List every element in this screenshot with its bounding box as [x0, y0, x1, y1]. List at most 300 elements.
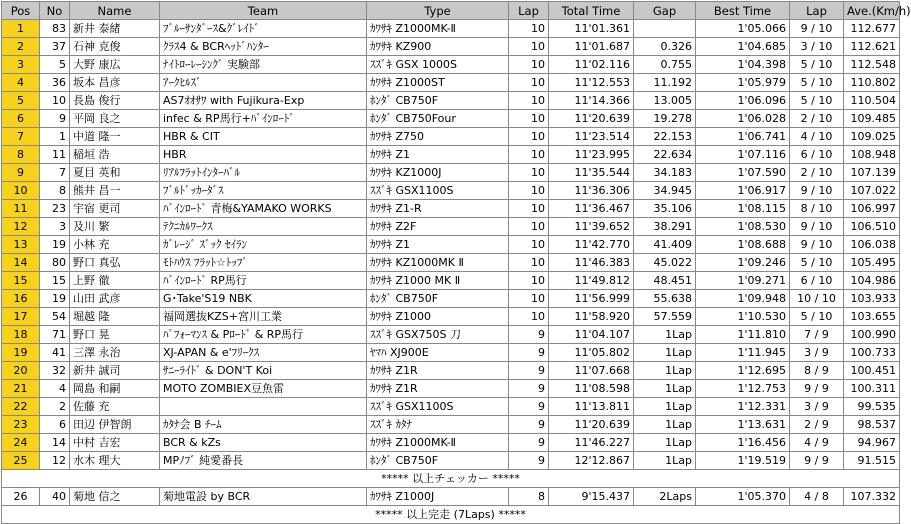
rider-name-cell: 田辺 伊智朗 — [70, 416, 160, 434]
car-number-cell: 10 — [40, 92, 70, 110]
car-number-cell: 19 — [40, 236, 70, 254]
machine-type-cell: ｶﾜｻｷ Z1000 MK Ⅱ — [367, 272, 509, 290]
average-speed-cell: 107.139 — [844, 164, 900, 182]
col-gap-header: Gap — [634, 2, 696, 20]
gap-cell: 1Lap — [634, 398, 696, 416]
average-speed-cell: 110.504 — [844, 92, 900, 110]
machine-type-cell: ｶﾜｻｷ Z1R — [367, 362, 509, 380]
table-row — [2, 362, 900, 380]
car-number-cell: 32 — [40, 362, 70, 380]
machine-type-cell: ｶﾜｻｷ KZ1000MK Ⅱ — [367, 254, 509, 272]
team-cell: G･Take'S19 NBK — [160, 290, 367, 308]
best-time-cell: 1'04.685 — [696, 38, 790, 56]
pos-cell: 1 — [2, 20, 40, 38]
car-number-cell: 8 — [40, 182, 70, 200]
car-number-cell: 23 — [40, 200, 70, 218]
pos-cell: 12 — [2, 218, 40, 236]
total-time-cell: 11'35.544 — [549, 164, 634, 182]
average-speed-cell: 100.990 — [844, 326, 900, 344]
best-lap-cell: 5 / 10 — [790, 92, 844, 110]
table-row — [2, 254, 900, 272]
lap-count-cell: 9 — [509, 398, 549, 416]
team-cell: ﾅｲﾄﾛｰﾚｰｼﾝｸﾞ 実験部 — [160, 56, 367, 74]
car-number-cell: 19 — [40, 290, 70, 308]
team-cell: ﾊﾟﾌｫｰﾏﾝｽ & Pﾛｰﾄﾞ & RP馬行 — [160, 326, 367, 344]
total-time-cell: 11'08.598 — [549, 380, 634, 398]
table-row — [2, 326, 900, 344]
best-lap-cell: 10 / 10 — [790, 290, 844, 308]
machine-type-cell: ﾎﾝﾀﾞ CB750F — [367, 92, 509, 110]
machine-type-cell: ｽｽﾞｷ GSX750S 刀 — [367, 326, 509, 344]
machine-type-cell: ｶﾜｻｷ Z1000J — [367, 488, 509, 506]
machine-type-cell: ｶﾜｻｷ Z1000MK-Ⅱ — [367, 434, 509, 452]
best-lap-cell: 9 / 9 — [790, 380, 844, 398]
average-speed-cell: 100.733 — [844, 344, 900, 362]
car-number-cell: 11 — [40, 146, 70, 164]
table-row — [2, 200, 900, 218]
gap-cell: 11.192 — [634, 74, 696, 92]
average-speed-cell: 107.022 — [844, 182, 900, 200]
header-row — [2, 2, 900, 20]
machine-type-cell: ｽｽﾞｷ ｶﾀﾅ — [367, 416, 509, 434]
average-speed-cell: 103.655 — [844, 308, 900, 326]
car-number-cell: 71 — [40, 326, 70, 344]
table-row — [2, 164, 900, 182]
lap-count-cell: 10 — [509, 128, 549, 146]
machine-type-cell: ｶﾜｻｷ Z1000MK-Ⅱ — [367, 20, 509, 38]
gap-cell — [634, 20, 696, 38]
pos-cell: 14 — [2, 254, 40, 272]
lap-count-cell: 10 — [509, 236, 549, 254]
gap-cell: 41.409 — [634, 236, 696, 254]
best-lap-cell: 4 / 8 — [790, 488, 844, 506]
table-row — [2, 236, 900, 254]
best-time-cell: 1'06.096 — [696, 92, 790, 110]
team-cell: 菊地電設 by BCR — [160, 488, 367, 506]
rider-name-cell: 大野 康広 — [70, 56, 160, 74]
table-row — [2, 182, 900, 200]
team-cell: HBR & CIT — [160, 128, 367, 146]
pos-cell: 22 — [2, 398, 40, 416]
best-time-cell: 1'09.271 — [696, 272, 790, 290]
best-time-cell: 1'06.741 — [696, 128, 790, 146]
gap-cell: 34.183 — [634, 164, 696, 182]
gap-cell: 45.022 — [634, 254, 696, 272]
car-number-cell: 36 — [40, 74, 70, 92]
gap-cell: 0.755 — [634, 56, 696, 74]
car-number-cell: 6 — [40, 416, 70, 434]
rider-name-cell: 上野 徹 — [70, 272, 160, 290]
team-cell: ｻﾆｰﾗｲﾄﾞ & DON'T Koi — [160, 362, 367, 380]
best-lap-cell: 5 / 10 — [790, 74, 844, 92]
car-number-cell: 12 — [40, 452, 70, 470]
total-time-cell: 11'46.227 — [549, 434, 634, 452]
car-number-cell: 7 — [40, 164, 70, 182]
best-lap-cell: 9 / 10 — [790, 20, 844, 38]
table-row — [2, 308, 900, 326]
team-cell: ﾌﾞﾙｰｻﾝﾀﾞｰｽ&ｸﾞﾚｲﾄﾞ — [160, 20, 367, 38]
best-time-cell: 1'10.530 — [696, 308, 790, 326]
best-time-cell: 1'09.948 — [696, 290, 790, 308]
team-cell: AS7ｵｵｻﾜ with Fujikura-Exp — [160, 92, 367, 110]
car-number-cell: 3 — [40, 218, 70, 236]
average-speed-cell: 106.038 — [844, 236, 900, 254]
table-row — [2, 272, 900, 290]
col-best-time-header: Best Time — [696, 2, 790, 20]
pos-cell: 10 — [2, 182, 40, 200]
average-speed-cell: 112.677 — [844, 20, 900, 38]
pos-cell: 23 — [2, 416, 40, 434]
total-time-cell: 11'46.383 — [549, 254, 634, 272]
pos-cell: 18 — [2, 326, 40, 344]
lap-count-cell: 10 — [509, 218, 549, 236]
pos-cell: 2 — [2, 38, 40, 56]
gap-cell: 0.326 — [634, 38, 696, 56]
best-lap-cell: 9 / 10 — [790, 236, 844, 254]
lap-count-cell: 9 — [509, 416, 549, 434]
total-time-cell: 11'49.812 — [549, 272, 634, 290]
average-speed-cell: 103.933 — [844, 290, 900, 308]
table-row — [2, 344, 900, 362]
pos-cell: 3 — [2, 56, 40, 74]
total-time-cell: 11'42.770 — [549, 236, 634, 254]
best-time-cell: 1'13.631 — [696, 416, 790, 434]
machine-type-cell: ｶﾜｻｷ Z1-R — [367, 200, 509, 218]
total-time-cell: 11'13.811 — [549, 398, 634, 416]
col-lap-header: Lap — [509, 2, 549, 20]
machine-type-cell: ｽｽﾞｷ GSX 1000S — [367, 56, 509, 74]
best-lap-cell: 3 / 10 — [790, 38, 844, 56]
rider-name-cell: 長島 俊行 — [70, 92, 160, 110]
pos-cell: 20 — [2, 362, 40, 380]
average-speed-cell: 112.548 — [844, 56, 900, 74]
best-lap-cell: 5 / 10 — [790, 254, 844, 272]
best-lap-cell: 2 / 10 — [790, 110, 844, 128]
best-time-cell: 1'19.519 — [696, 452, 790, 470]
table-row — [2, 488, 900, 506]
gap-cell: 1Lap — [634, 362, 696, 380]
average-speed-cell: 98.537 — [844, 416, 900, 434]
col-name-header: Name — [70, 2, 160, 20]
best-lap-cell: 2 / 9 — [790, 416, 844, 434]
total-time-cell: 11'23.514 — [549, 128, 634, 146]
gap-cell: 48.451 — [634, 272, 696, 290]
best-time-cell: 1'12.331 — [696, 398, 790, 416]
lap-count-cell: 10 — [509, 272, 549, 290]
car-number-cell: 40 — [40, 488, 70, 506]
lap-count-cell: 10 — [509, 200, 549, 218]
table-row — [2, 92, 900, 110]
pos-cell: 8 — [2, 146, 40, 164]
rider-name-cell: 野口 晃 — [70, 326, 160, 344]
best-time-cell: 1'08.530 — [696, 218, 790, 236]
table-row — [2, 146, 900, 164]
gap-cell: 1Lap — [634, 326, 696, 344]
gap-cell: 1Lap — [634, 434, 696, 452]
best-time-cell: 1'06.917 — [696, 182, 790, 200]
average-speed-cell: 109.025 — [844, 128, 900, 146]
lap-count-cell: 9 — [509, 362, 549, 380]
total-time-cell: 11'39.652 — [549, 218, 634, 236]
pos-cell: 17 — [2, 308, 40, 326]
lap-count-cell: 10 — [509, 92, 549, 110]
best-time-cell: 1'12.753 — [696, 380, 790, 398]
best-lap-cell: 2 / 10 — [790, 164, 844, 182]
car-number-cell: 80 — [40, 254, 70, 272]
team-cell: ﾊﾞｲﾝﾛｰﾄﾞ RP馬行 — [160, 272, 367, 290]
table-row — [2, 56, 900, 74]
pos-cell: 7 — [2, 128, 40, 146]
car-number-cell: 5 — [40, 56, 70, 74]
rider-name-cell: 宇宿 更司 — [70, 200, 160, 218]
lap-count-cell: 10 — [509, 290, 549, 308]
total-time-cell: 11'56.999 — [549, 290, 634, 308]
results-header — [2, 2, 911, 20]
best-lap-cell: 3 / 9 — [790, 398, 844, 416]
team-cell: MOTO ZOMBIEX豆魚雷 — [160, 380, 367, 398]
lap-count-cell: 9 — [509, 380, 549, 398]
lap-count-cell: 9 — [509, 326, 549, 344]
rider-name-cell: 水木 理大 — [70, 452, 160, 470]
best-lap-cell: 5 / 10 — [790, 308, 844, 326]
car-number-cell: 83 — [40, 20, 70, 38]
lap-count-cell: 10 — [509, 254, 549, 272]
lap-count-cell: 10 — [509, 74, 549, 92]
team-cell: XJ-APAN & e'ﾌﾘｰｸｽ — [160, 344, 367, 362]
average-speed-cell: 107.332 — [844, 488, 900, 506]
rider-name-cell: 坂本 昌彦 — [70, 74, 160, 92]
average-speed-cell: 105.495 — [844, 254, 900, 272]
table-row — [2, 218, 900, 236]
best-time-cell: 1'07.116 — [696, 146, 790, 164]
team-cell: ﾊﾞｲﾝﾛｰﾄﾞ 青梅&YAMAKO WORKS — [160, 200, 367, 218]
machine-type-cell: ﾎﾝﾀﾞ CB750F — [367, 452, 509, 470]
rider-name-cell: 稲垣 浩 — [70, 146, 160, 164]
gap-cell: 34.945 — [634, 182, 696, 200]
col-type-header: Type — [367, 2, 509, 20]
pos-cell: 13 — [2, 236, 40, 254]
average-speed-cell: 99.535 — [844, 398, 900, 416]
lap-count-cell: 10 — [509, 146, 549, 164]
best-lap-cell: 6 / 10 — [790, 272, 844, 290]
gap-cell: 1Lap — [634, 452, 696, 470]
total-time-cell: 12'12.867 — [549, 452, 634, 470]
average-speed-cell: 110.802 — [844, 74, 900, 92]
checker-note: ***** 以上チェッカー ***** — [2, 470, 900, 488]
machine-type-cell: ｶﾜｻｷ KZ1000J — [367, 164, 509, 182]
average-speed-cell: 100.311 — [844, 380, 900, 398]
rider-name-cell: 山田 武彦 — [70, 290, 160, 308]
pos-cell: 6 — [2, 110, 40, 128]
pos-cell: 24 — [2, 434, 40, 452]
finish-note: ***** 以上完走 (7Laps) ***** — [2, 506, 900, 524]
best-time-cell: 1'08.115 — [696, 200, 790, 218]
best-time-cell: 1'11.810 — [696, 326, 790, 344]
finish-note-row — [2, 506, 900, 524]
machine-type-cell: ｶﾜｻｷ Z1 — [367, 146, 509, 164]
checker-note-row — [2, 470, 900, 488]
average-speed-cell: 108.948 — [844, 146, 900, 164]
rider-name-cell: 野口 真弘 — [70, 254, 160, 272]
best-time-cell: 1'05.370 — [696, 488, 790, 506]
best-lap-cell: 8 / 9 — [790, 362, 844, 380]
machine-type-cell: ｶﾜｻｷ Z2F — [367, 218, 509, 236]
total-time-cell: 11'02.116 — [549, 56, 634, 74]
best-time-cell: 1'16.456 — [696, 434, 790, 452]
car-number-cell: 15 — [40, 272, 70, 290]
total-time-cell: 9'15.437 — [549, 488, 634, 506]
gap-cell: 57.559 — [634, 308, 696, 326]
pos-cell: 16 — [2, 290, 40, 308]
lap-count-cell: 10 — [509, 164, 549, 182]
total-time-cell: 11'12.553 — [549, 74, 634, 92]
best-time-cell: 1'05.066 — [696, 20, 790, 38]
best-lap-cell: 6 / 10 — [790, 146, 844, 164]
gap-cell: 19.278 — [634, 110, 696, 128]
table-row — [2, 452, 900, 470]
best-lap-cell: 5 / 10 — [790, 56, 844, 74]
rider-name-cell: 熊井 昌一 — [70, 182, 160, 200]
average-speed-cell: 94.967 — [844, 434, 900, 452]
best-time-cell: 1'07.590 — [696, 164, 790, 182]
average-speed-cell: 91.515 — [844, 452, 900, 470]
col-total-time-header: Total Time — [549, 2, 634, 20]
table-row — [2, 110, 900, 128]
rider-name-cell: 小林 充 — [70, 236, 160, 254]
best-lap-cell: 8 / 10 — [790, 200, 844, 218]
gap-cell: 1Lap — [634, 380, 696, 398]
results-body — [2, 20, 900, 524]
lap-count-cell: 10 — [509, 182, 549, 200]
car-number-cell: 37 — [40, 38, 70, 56]
pos-cell: 25 — [2, 452, 40, 470]
rider-name-cell: 新井 泰緒 — [70, 20, 160, 38]
team-cell — [160, 398, 367, 416]
table-row — [2, 398, 900, 416]
machine-type-cell: ｶﾜｻｷ Z1000ST — [367, 74, 509, 92]
gap-cell: 2Laps — [634, 488, 696, 506]
team-cell: ｱｰｸﾋﾙｽﾞ — [160, 74, 367, 92]
lap-count-cell: 10 — [509, 38, 549, 56]
best-lap-cell: 9 / 10 — [790, 182, 844, 200]
total-time-cell: 11'01.361 — [549, 20, 634, 38]
table-row — [2, 38, 900, 56]
machine-type-cell: ｶﾜｻｷ Z1R — [367, 380, 509, 398]
car-number-cell: 54 — [40, 308, 70, 326]
pos-cell: 26 — [2, 488, 40, 506]
col-team-header: Team — [160, 2, 367, 20]
rider-name-cell: 中村 吉宏 — [70, 434, 160, 452]
lap-count-cell: 10 — [509, 110, 549, 128]
best-time-cell: 1'06.028 — [696, 110, 790, 128]
car-number-cell: 1 — [40, 128, 70, 146]
machine-type-cell: ｶﾜｻｷ KZ900 — [367, 38, 509, 56]
car-number-cell: 14 — [40, 434, 70, 452]
total-time-cell: 11'36.306 — [549, 182, 634, 200]
average-speed-cell: 104.986 — [844, 272, 900, 290]
total-time-cell: 11'14.366 — [549, 92, 634, 110]
average-speed-cell: 100.451 — [844, 362, 900, 380]
col-ave-header: Ave.(Km/h) — [844, 2, 900, 20]
average-speed-cell: 109.485 — [844, 110, 900, 128]
team-cell: ﾘｱﾙﾌﾗｯﾄｲﾝﾀｰﾊﾞﾙ — [160, 164, 367, 182]
total-time-cell: 11'01.687 — [549, 38, 634, 56]
rider-name-cell: 三澤 永治 — [70, 344, 160, 362]
lap-count-cell: 9 — [509, 452, 549, 470]
team-cell: infec & RP馬行+ﾊﾞｲﾝﾛｰﾄﾞ — [160, 110, 367, 128]
rider-name-cell: 新井 誠司 — [70, 362, 160, 380]
pos-cell: 5 — [2, 92, 40, 110]
total-time-cell: 11'07.668 — [549, 362, 634, 380]
rider-name-cell: 岡島 和嗣 — [70, 380, 160, 398]
best-time-cell: 1'08.688 — [696, 236, 790, 254]
best-time-cell: 1'09.246 — [696, 254, 790, 272]
team-cell: ﾃｸﾆｶﾙﾜｰｸｽ — [160, 218, 367, 236]
pos-cell: 4 — [2, 74, 40, 92]
best-time-cell: 1'05.979 — [696, 74, 790, 92]
rider-name-cell: 平岡 良之 — [70, 110, 160, 128]
total-time-cell: 11'58.920 — [549, 308, 634, 326]
team-cell: ﾓﾄﾊｳｽ ﾌﾗｯﾄ☆ﾄｯﾌﾟ — [160, 254, 367, 272]
table-row — [2, 290, 900, 308]
rider-name-cell: 石神 克俊 — [70, 38, 160, 56]
car-number-cell: 2 — [40, 398, 70, 416]
pos-cell: 15 — [2, 272, 40, 290]
pos-cell: 11 — [2, 200, 40, 218]
col-pos-header: Pos — [2, 2, 40, 20]
table-row — [2, 128, 900, 146]
best-lap-cell: 4 / 10 — [790, 128, 844, 146]
machine-type-cell: ﾔﾏﾊ XJ900E — [367, 344, 509, 362]
car-number-cell: 41 — [40, 344, 70, 362]
lap-count-cell: 9 — [509, 344, 549, 362]
best-lap-cell: 9 / 10 — [790, 218, 844, 236]
lap-count-cell: 10 — [509, 56, 549, 74]
average-speed-cell: 112.621 — [844, 38, 900, 56]
team-cell: ﾌﾞﾙﾄﾞｯｶｰﾀﾞｽ — [160, 182, 367, 200]
average-speed-cell: 106.510 — [844, 218, 900, 236]
total-time-cell: 11'23.995 — [549, 146, 634, 164]
average-speed-cell: 106.997 — [844, 200, 900, 218]
best-lap-cell: 3 / 9 — [790, 344, 844, 362]
machine-type-cell: ﾎﾝﾀﾞ CB750F — [367, 290, 509, 308]
machine-type-cell: ｶﾜｻｷ Z1000 — [367, 308, 509, 326]
total-time-cell: 11'05.802 — [549, 344, 634, 362]
best-lap-cell: 7 / 9 — [790, 326, 844, 344]
gap-cell: 13.005 — [634, 92, 696, 110]
gap-cell: 22.153 — [634, 128, 696, 146]
team-cell: BCR & kZs — [160, 434, 367, 452]
machine-type-cell: ｽｽﾞｷ GSX1100S — [367, 398, 509, 416]
table-row — [2, 380, 900, 398]
results-table — [1, 1, 911, 524]
best-time-cell: 1'12.695 — [696, 362, 790, 380]
team-cell: ｶﾀﾅ会 B ﾁｰﾑ — [160, 416, 367, 434]
lap-count-cell: 10 — [509, 20, 549, 38]
gap-cell: 55.638 — [634, 290, 696, 308]
team-cell: ｸﾗｽ4 & BCRﾍｯﾄﾞﾊﾝﾀｰ — [160, 38, 367, 56]
table-row — [2, 416, 900, 434]
machine-type-cell: ﾎﾝﾀﾞ CB750Four — [367, 110, 509, 128]
gap-cell: 22.634 — [634, 146, 696, 164]
pos-cell: 19 — [2, 344, 40, 362]
machine-type-cell: ｶﾜｻｷ Z1 — [367, 236, 509, 254]
col-no-header: No — [40, 2, 70, 20]
total-time-cell: 11'20.639 — [549, 110, 634, 128]
gap-cell: 38.291 — [634, 218, 696, 236]
team-cell: 福岡選抜KZS+宮川工業 — [160, 308, 367, 326]
team-cell: MPﾉﾌﾞ 純愛番長 — [160, 452, 367, 470]
